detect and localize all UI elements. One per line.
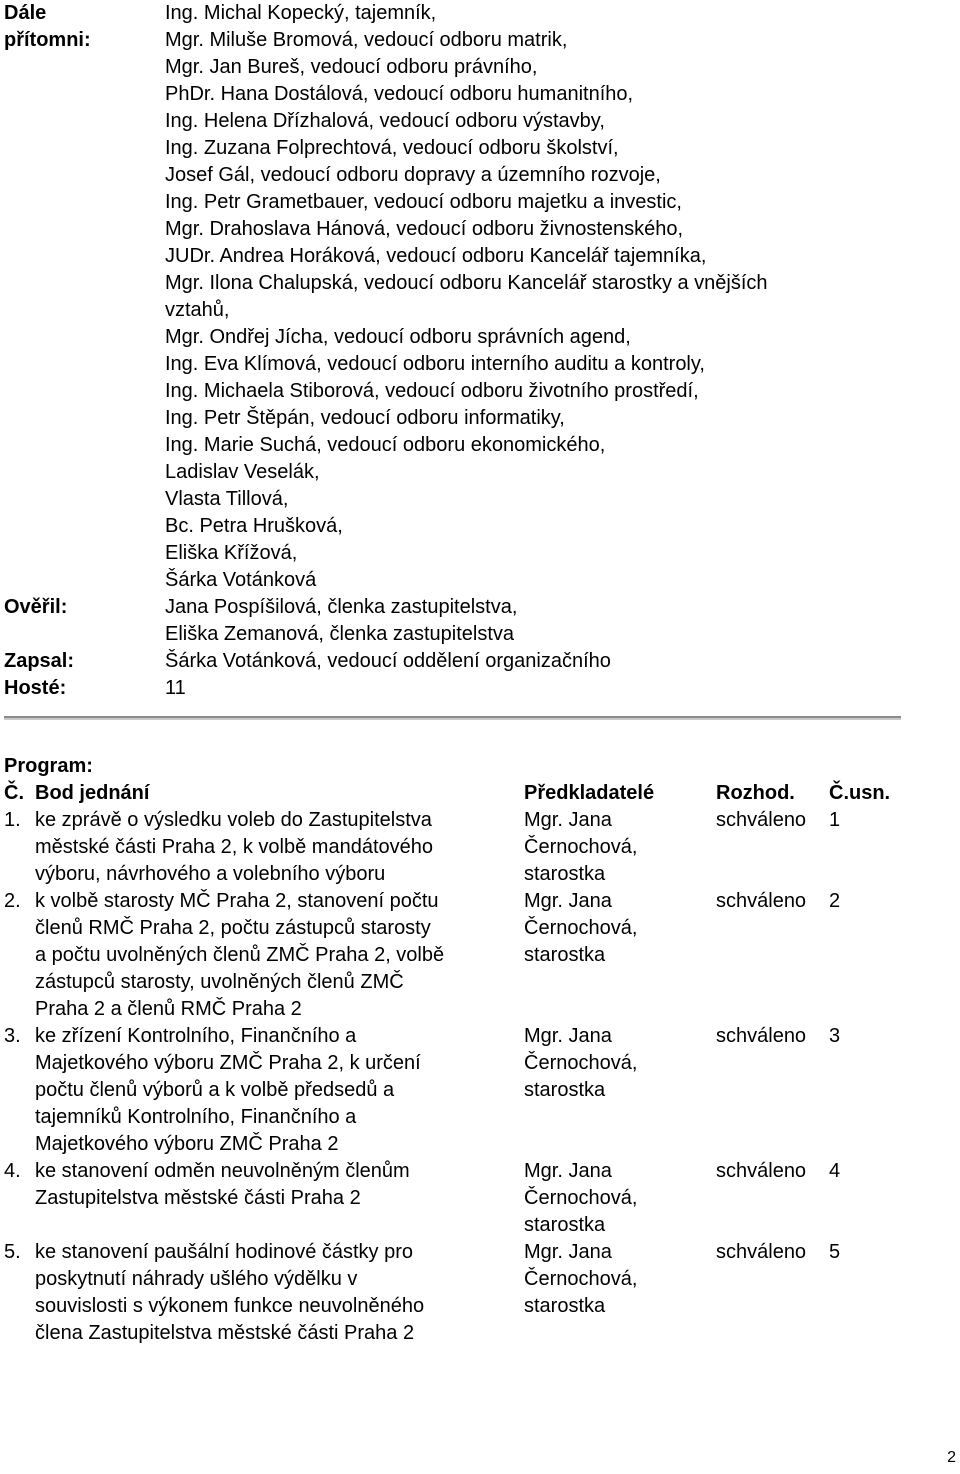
presenter [524, 888, 716, 1023]
presenter-line: Černochová, [524, 1187, 638, 1209]
agenda-item-line: a počtu uvolněných členů ZMČ Praha 2, volbě [35, 944, 445, 966]
program-section [4, 753, 904, 1347]
present-person: Mgr. Ondřej Jícha, vedoucí odboru správních agend, [165, 326, 631, 348]
resolution-number [829, 807, 904, 888]
recorded-label [4, 648, 165, 675]
agenda-item-line: člena Zastupitelstva městské části Praha 2 [35, 1322, 415, 1344]
resolution-number-line: 2 [829, 890, 841, 912]
program-row [4, 1239, 904, 1347]
page-number: 2 [947, 1449, 956, 1466]
agenda-item-line: členů RMČ Praha 2, počtu zástupců starosty [35, 917, 431, 939]
decision-line: schváleno [716, 809, 807, 831]
recorded-label-text: Zapsal: [4, 650, 75, 672]
decision-line: schváleno [716, 1025, 807, 1047]
agenda-item-line: Majetkového výboru ZMČ Praha 2 [35, 1133, 339, 1155]
presenter [524, 1023, 716, 1158]
presenter-line: Mgr. Jana [524, 1025, 612, 1047]
presenter [524, 1239, 716, 1347]
presenter-line: Černochová, [524, 1268, 638, 1290]
presenter-line: starostka [524, 1079, 606, 1101]
resolution-number [829, 1023, 904, 1158]
agenda-item [35, 1239, 524, 1347]
verified-label-text: Ověřil: [4, 596, 68, 618]
presenter-line: starostka [524, 1214, 606, 1236]
agenda-item-line: tajemníků Kontrolního, Finančního a [35, 1106, 357, 1128]
verified-person: Eliška Zemanová, členka zastupitelstva [165, 623, 515, 645]
decision [716, 888, 829, 1023]
present-person: Mgr. Miluše Bromová, vedoucí odboru matrik, [165, 29, 568, 51]
program-row [4, 1158, 904, 1239]
decision-line: schváleno [716, 890, 807, 912]
agenda-item-line: Zastupitelstva městské části Praha 2 [35, 1187, 361, 1209]
recorded-person: Šárka Votánková, vedoucí oddělení organizačního [165, 650, 611, 672]
presenter-line: Černochová, [524, 917, 638, 939]
attendance-section [4, 0, 768, 702]
guests-count: 11 [165, 677, 186, 699]
present-label [4, 0, 165, 594]
resolution-number [829, 1158, 904, 1239]
resolution-number [829, 888, 904, 1023]
present-person: Ladislav Veselák, [165, 461, 320, 483]
agenda-item-line: k volbě starosty MČ Praha 2, stanovení počtu [35, 890, 439, 912]
verified-label [4, 594, 165, 648]
agenda-item-line: výboru, návrhového a volebního výboru [35, 863, 386, 885]
agenda-item-line: Praha 2 a členů RMČ Praha 2 [35, 998, 302, 1020]
divider [4, 716, 901, 720]
header-decision: Rozhod. [716, 782, 795, 804]
guests-label [4, 675, 165, 702]
present-person: Ing. Marie Suchá, vedoucí odboru ekonomického, [165, 434, 606, 456]
resolution-number-line: 4 [829, 1160, 841, 1182]
decision [716, 1023, 829, 1158]
header-num: Č. [4, 782, 24, 804]
verified-person: Jana Pospíšilová, členka zastupitelstva, [165, 596, 518, 618]
agenda-item [35, 1158, 524, 1239]
presenter [524, 1158, 716, 1239]
row-number-line: 3. [4, 1025, 21, 1047]
row-number-line: 4. [4, 1160, 21, 1182]
agenda-item [35, 1023, 524, 1158]
present-person: Ing. Michal Kopecký, tajemník, [165, 2, 437, 24]
present-label-line: přítomni: [4, 29, 91, 51]
present-person: Mgr. Ilona Chalupská, vedoucí odboru Kancelář starostky a vnějších [165, 272, 768, 294]
presenter-line: Černochová, [524, 1052, 638, 1074]
row-number [4, 1239, 35, 1347]
present-list [165, 0, 768, 594]
presenter-line: Černochová, [524, 836, 638, 858]
resolution-number-line: 1 [829, 809, 841, 831]
agenda-item-line: ke zprávě o výsledku voleb do Zastupitelstva [35, 809, 432, 831]
presenter-line: starostka [524, 863, 606, 885]
header-resolution: Č.usn. [829, 782, 891, 804]
guests-block [4, 675, 768, 702]
row-number-line: 2. [4, 890, 21, 912]
agenda-item-line: ke zřízení Kontrolního, Finančního a [35, 1025, 357, 1047]
agenda-item-line: zástupců starosty, uvolněných členů ZMČ [35, 971, 404, 993]
row-number-line: 5. [4, 1241, 21, 1263]
decision-line: schváleno [716, 1160, 807, 1182]
presenter [524, 807, 716, 888]
program-heading: Program: [4, 755, 93, 777]
presenter-line: Mgr. Jana [524, 809, 612, 831]
present-person: Vlasta Tillová, [165, 488, 289, 510]
present-person: Mgr. Drahoslava Hánová, vedoucí odboru živnostenského, [165, 218, 684, 240]
present-person: Ing. Petr Grametbauer, vedoucí odboru majetku a investic, [165, 191, 682, 213]
row-number [4, 888, 35, 1023]
present-person: Ing. Eva Klímová, vedoucí odboru interního auditu a kontroly, [165, 353, 705, 375]
present-person: Bc. Petra Hrušková, [165, 515, 343, 537]
resolution-number [829, 1239, 904, 1347]
resolution-number-line: 3 [829, 1025, 841, 1047]
present-person: vztahů, [165, 299, 230, 321]
program-table-header [4, 780, 904, 807]
agenda-item [35, 888, 524, 1023]
presenter-line: starostka [524, 1295, 606, 1317]
agenda-item-line: ke stanovení paušální hodinové částky pro [35, 1241, 414, 1263]
guests-label-text: Hosté: [4, 677, 67, 699]
agenda-item [35, 807, 524, 888]
header-item: Bod jednání [35, 782, 150, 804]
presenter-line: Mgr. Jana [524, 1241, 612, 1263]
decision [716, 1239, 829, 1347]
verified-block [4, 594, 768, 648]
resolution-number-line: 5 [829, 1241, 841, 1263]
present-person: Eliška Křížová, [165, 542, 298, 564]
agenda-item-line: poskytnutí náhrady ušlého výdělku v [35, 1268, 358, 1290]
present-person: JUDr. Andrea Horáková, vedoucí odboru Kancelář tajemníka, [165, 245, 707, 267]
program-row [4, 1023, 904, 1158]
present-person: Ing. Petr Štěpán, vedoucí odboru informatiky, [165, 407, 565, 429]
agenda-item-line: ke stanovení odměn neuvolněným členům [35, 1160, 410, 1182]
present-person: Ing. Helena Dřízhalová, vedoucí odboru výstavby, [165, 110, 605, 132]
decision [716, 1158, 829, 1239]
presenter-line: Mgr. Jana [524, 1160, 612, 1182]
presenter-line: Mgr. Jana [524, 890, 612, 912]
row-number [4, 1158, 35, 1239]
present-person: Ing. Michaela Stiborová, vedoucí odboru životního prostředí, [165, 380, 699, 402]
present-person: PhDr. Hana Dostálová, vedoucí odboru humanitního, [165, 83, 634, 105]
decision-line: schváleno [716, 1241, 807, 1263]
presenter-line: starostka [524, 944, 606, 966]
present-person: Mgr. Jan Bureš, vedoucí odboru právního, [165, 56, 538, 78]
present-block [4, 0, 768, 594]
present-person: Ing. Zuzana Folprechtová, vedoucí odboru školství, [165, 137, 619, 159]
program-row [4, 888, 904, 1023]
agenda-item-line: souvislosti s výkonem funkce neuvolněného [35, 1295, 425, 1317]
agenda-item-line: městské části Praha 2, k volbě mandátového [35, 836, 433, 858]
present-label-line: Dále [4, 2, 47, 24]
program-row [4, 807, 904, 888]
verified-list [165, 594, 517, 648]
row-number-line: 1. [4, 809, 21, 831]
agenda-item-line: počtu členů výborů a k volbě předsedů a [35, 1079, 395, 1101]
header-presenter: Předkladatelé [524, 782, 655, 804]
recorded-block [4, 648, 768, 675]
program-table-body [4, 807, 904, 1347]
row-number [4, 1023, 35, 1158]
present-person: Šárka Votánková [165, 569, 317, 591]
row-number [4, 807, 35, 888]
present-person: Josef Gál, vedoucí odboru dopravy a územního rozvoje, [165, 164, 661, 186]
agenda-item-line: Majetkového výboru ZMČ Praha 2, k určení [35, 1052, 421, 1074]
decision [716, 807, 829, 888]
